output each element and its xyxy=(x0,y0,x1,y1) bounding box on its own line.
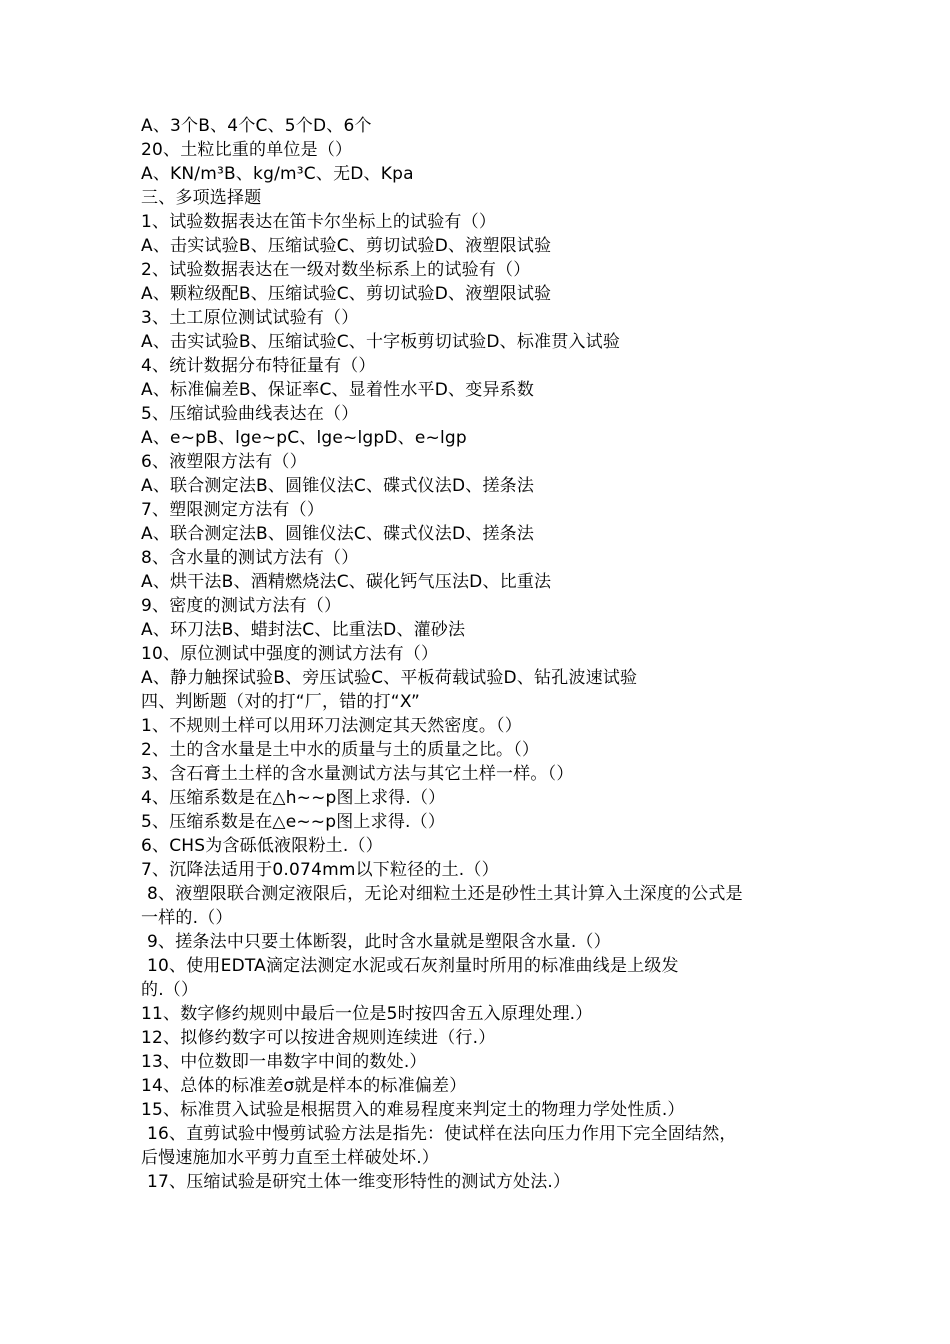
section-heading-true-false: 四、判断题（对的打“厂，错的打“X” xyxy=(141,692,420,712)
mc-question-10-options: A、静力触探试验B、旁压试验C、平板荷载试验D、钻孔波速试验 xyxy=(141,668,638,688)
mc-question-7-options: A、联合测定法B、圆锥仪法C、碟式仪法D、搓条法 xyxy=(141,524,535,544)
mc-question-9-options: A、环刀法B、蜡封法C、比重法D、灌砂法 xyxy=(141,620,466,640)
tf-question-16: 16、直剪试验中慢剪试验方法是指先：使试样在法向压力作用下完全固结然， xyxy=(147,1124,737,1144)
tf-question-12: 12、拟修约数字可以按进舍规则连续进（行.） xyxy=(141,1028,496,1048)
mc-question-9: 9、密度的测试方法有（） xyxy=(141,596,342,616)
mc-question-4: 4、统计数据分布特征量有（） xyxy=(141,356,376,376)
mc-question-2-options: A、颗粒级配B、压缩试验C、剪切试验D、液塑限试验 xyxy=(141,284,552,304)
mc-question-3: 3、土工原位测试试验有（） xyxy=(141,308,359,328)
mc-question-8: 8、含水量的测试方法有（） xyxy=(141,548,359,568)
tf-question-10-continued: 的.（） xyxy=(141,980,199,1000)
tf-question-1: 1、不规则土样可以用环刀法测定其天然密度。（） xyxy=(141,716,522,736)
mc-question-8-options: A、烘干法B、酒精燃烧法C、碳化钙气压法D、比重法 xyxy=(141,572,552,592)
mc-question-5-options: A、e~pB、lge~pC、lge~lgpD、e~lgp xyxy=(141,428,467,448)
tf-question-8-continued: 一样的.（） xyxy=(141,908,233,928)
question-20-options: A、KN/m³B、kg/m³C、无D、Kpa xyxy=(141,164,414,184)
tf-question-5: 5、压缩系数是在△e~~p图上求得.（） xyxy=(141,812,446,832)
section-heading-multiple-choice: 三、多项选择题 xyxy=(141,188,262,208)
mc-question-6: 6、液塑限方法有（） xyxy=(141,452,307,472)
mc-question-10: 10、原位测试中强度的测试方法有（） xyxy=(141,644,439,664)
mc-question-5: 5、压缩试验曲线表达在（） xyxy=(141,404,359,424)
tf-question-16-continued: 后慢速施加水平剪力直至土样破处坏.） xyxy=(141,1148,440,1168)
tf-question-11: 11、数字修约规则中最后一位是5时按四舍五入原理处理.） xyxy=(141,1004,593,1024)
tf-question-7: 7、沉降法适用于0.074mm以下粒径的土.（） xyxy=(141,860,499,880)
document-body xyxy=(141,114,831,1194)
mc-question-1: 1、试验数据表达在笛卡尔坐标上的试验有（） xyxy=(141,212,497,232)
tf-question-14: 14、总体的标准差σ就是样本的标准偏差） xyxy=(141,1076,467,1096)
mc-question-7: 7、塑限测定方法有（） xyxy=(141,500,325,520)
tf-question-17: 17、压缩试验是研究土体一维变形特性的测试方处法.） xyxy=(147,1172,571,1192)
tf-question-2: 2、土的含水量是土中水的质量与土的质量之比。（） xyxy=(141,740,540,760)
mc-question-1-options: A、击实试验B、压缩试验C、剪切试验D、液塑限试验 xyxy=(141,236,552,256)
text-line: A、3个B、4个C、5个D、6个 xyxy=(141,116,372,136)
tf-question-13: 13、中位数即一串数字中间的数处.） xyxy=(141,1052,427,1072)
tf-question-8: 8、液塑限联合测定液限后，无论对细粒土还是砂性土其计算入土深度的公式是 xyxy=(147,884,743,904)
mc-question-3-options: A、击实试验B、压缩试验C、十字板剪切试验D、标准贯入试验 xyxy=(141,332,621,352)
mc-question-4-options: A、标准偏差B、保证率C、显着性水平D、变异系数 xyxy=(141,380,535,400)
tf-question-6: 6、CHS为含砾低液限粉土.（） xyxy=(141,836,383,856)
tf-question-15: 15、标准贯入试验是根据贯入的难易程度来判定土的物理力学处性质.） xyxy=(141,1100,685,1120)
mc-question-6-options: A、联合测定法B、圆锥仪法C、碟式仪法D、搓条法 xyxy=(141,476,535,496)
mc-question-2: 2、试验数据表达在一级对数坐标系上的试验有（） xyxy=(141,260,531,280)
question-20: 20、土粒比重的单位是（） xyxy=(141,140,353,160)
tf-question-9: 9、搓条法中只要土体断裂，此时含水量就是塑限含水量.（） xyxy=(147,932,611,952)
tf-question-3: 3、含石膏土土样的含水量测试方法与其它土样一样。（） xyxy=(141,764,574,784)
tf-question-4: 4、压缩系数是在△h~~p图上求得.（） xyxy=(141,788,446,808)
tf-question-10: 10、使用EDTA滴定法测定水泥或石灰剂量时所用的标准曲线是上级发 xyxy=(147,956,679,976)
